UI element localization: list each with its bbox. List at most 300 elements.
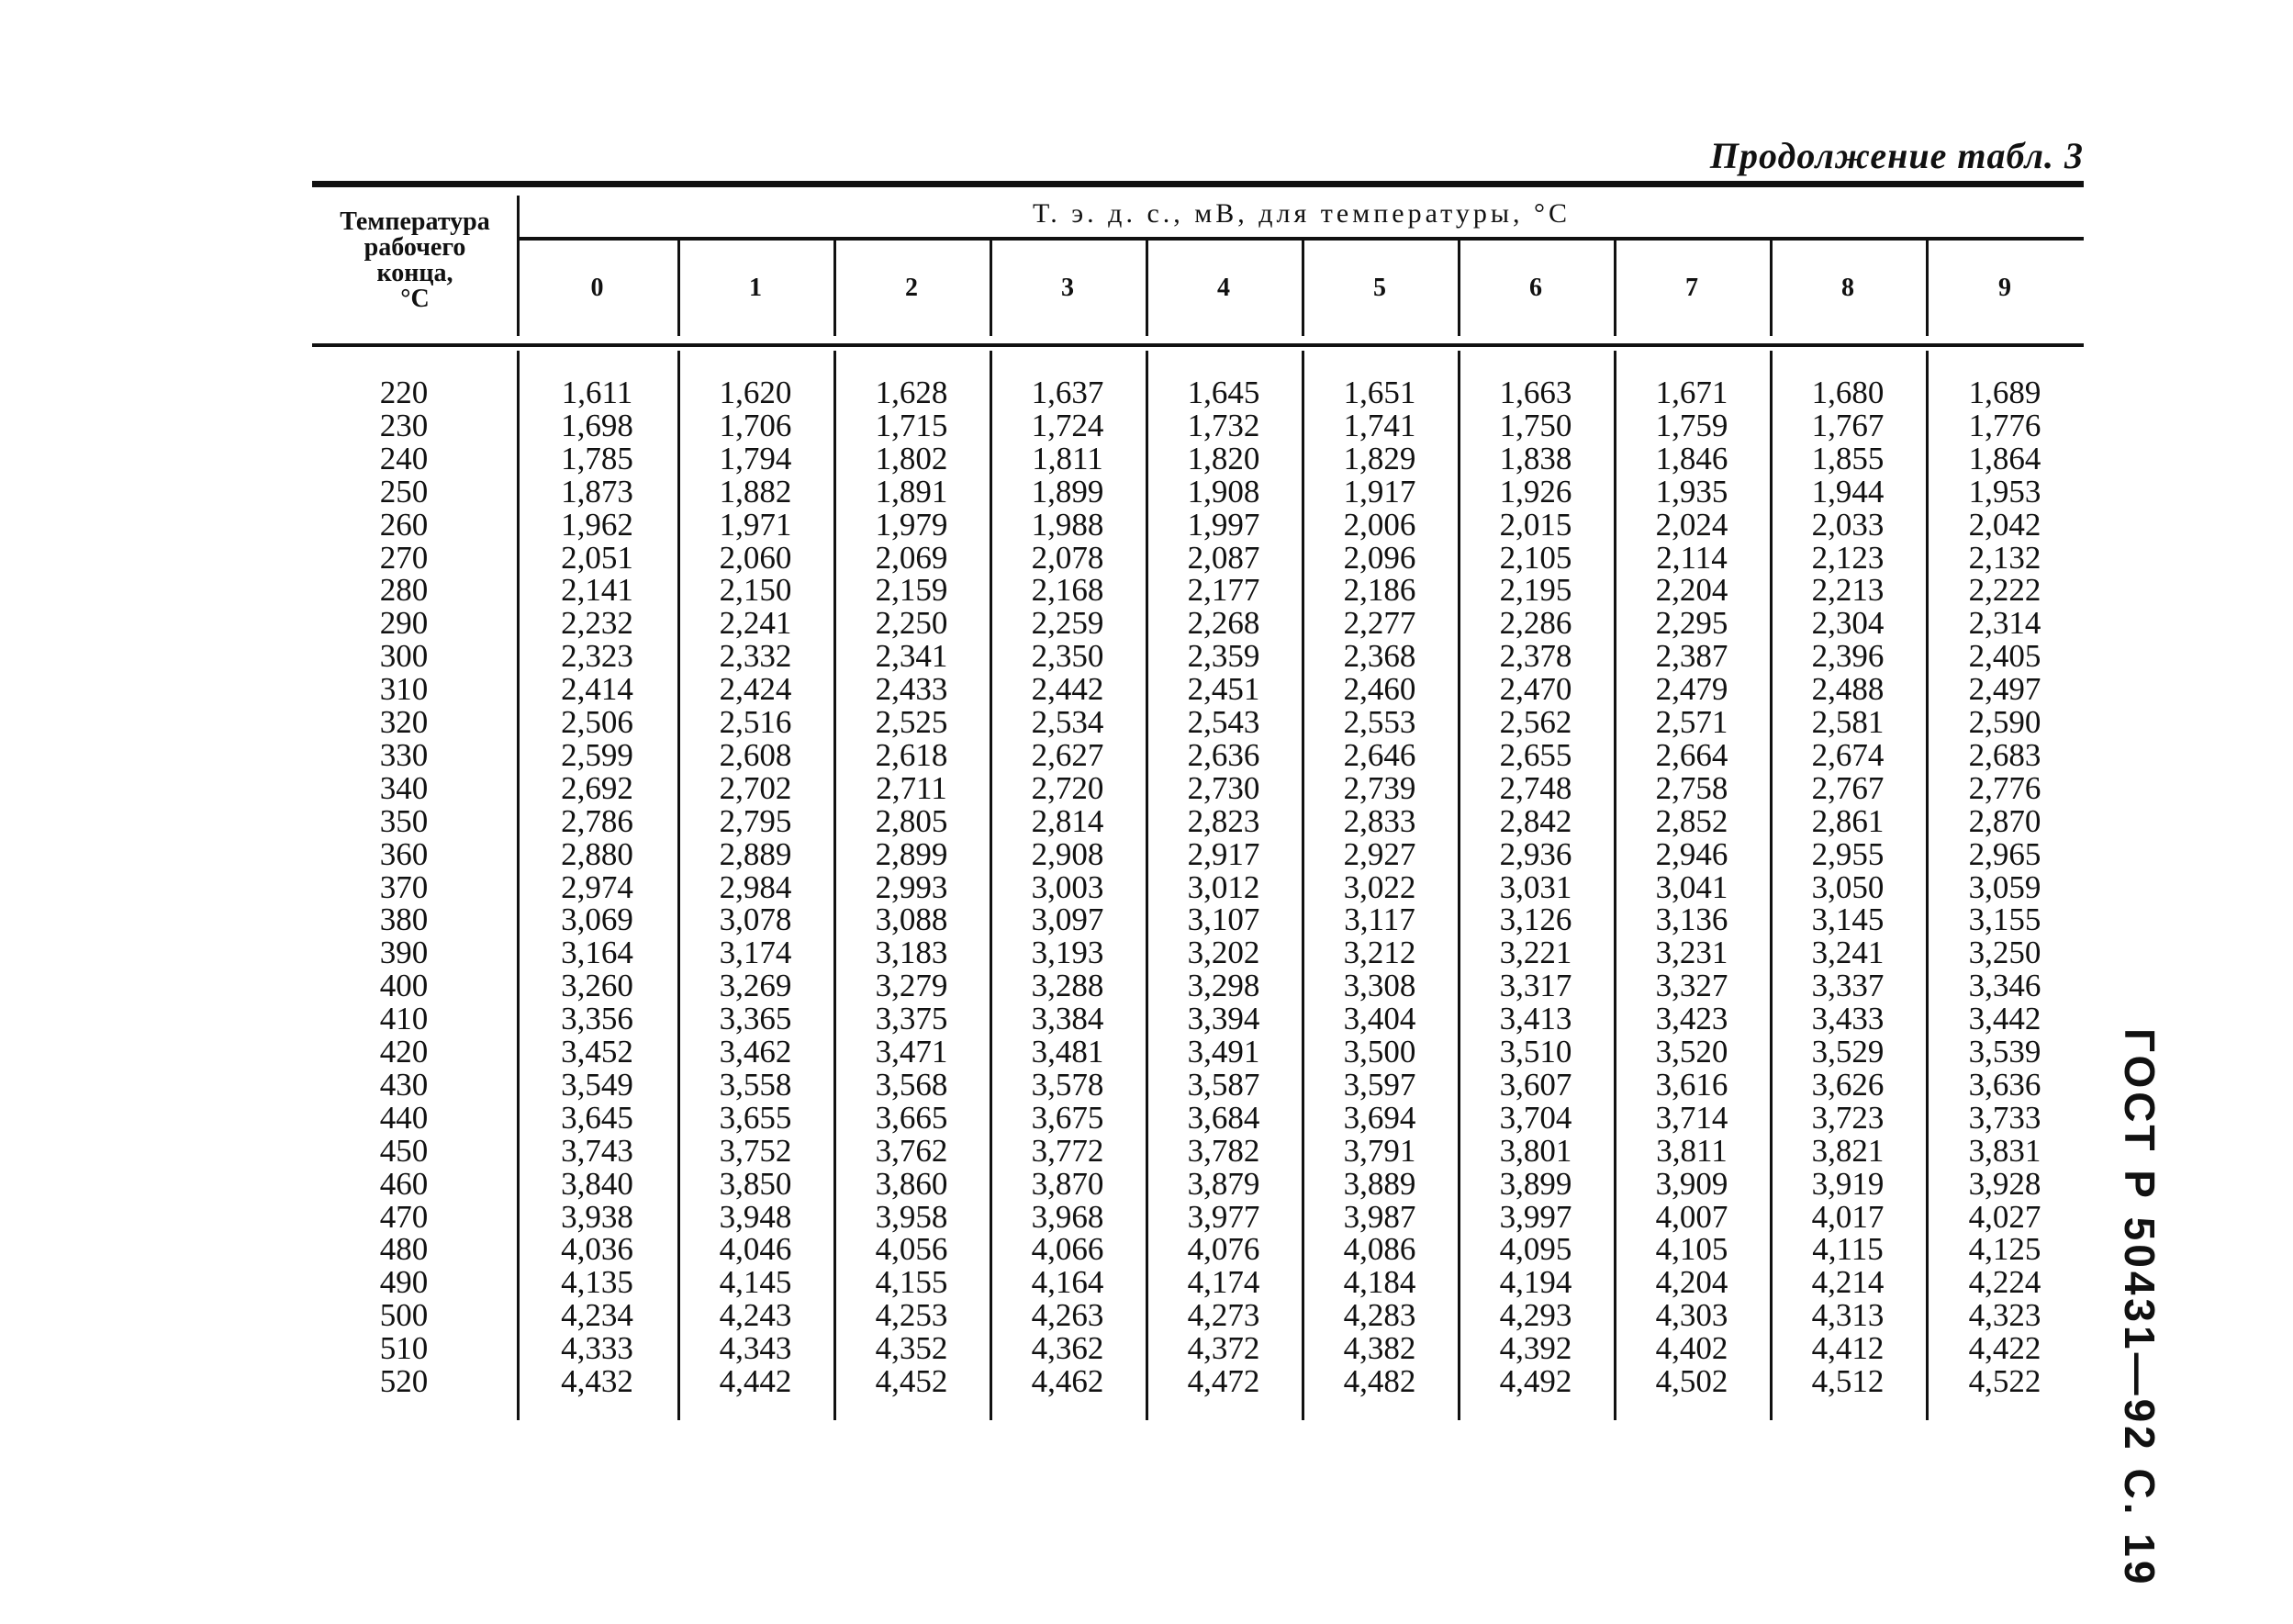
table-cell: 2,295: [1655, 605, 1728, 642]
table-cell: 3,088: [875, 902, 948, 938]
table-cell: 2,936: [1499, 835, 1572, 872]
table-cell: 4,164: [1031, 1264, 1104, 1301]
table-cell: 3,733: [1968, 1099, 2041, 1136]
table-cell: 2,516: [719, 704, 792, 740]
table-cell: 3,889: [1343, 1165, 1416, 1202]
table-cell: 4,115: [1812, 1231, 1884, 1268]
table-cell: 2,414: [561, 671, 633, 708]
table-cell: 1,988: [1031, 506, 1104, 543]
column-header: 0: [590, 274, 604, 302]
table-cell: 3,899: [1499, 1165, 1572, 1202]
table-cell: 3,413: [1499, 1001, 1572, 1037]
row-header: [312, 209, 518, 312]
row-header-line: °C: [400, 285, 430, 313]
table-cell: 3,260: [561, 968, 633, 1004]
table-cell: 1,873: [561, 473, 633, 510]
table-cell: 3,665: [875, 1099, 948, 1136]
row-temperature: 470: [379, 1198, 429, 1235]
table-cell: 3,655: [719, 1099, 792, 1136]
table-cell: 2,506: [561, 704, 633, 740]
table-cell: 2,114: [1656, 539, 1728, 576]
table-cell: 2,460: [1343, 671, 1416, 708]
table-cell: 2,805: [875, 802, 948, 839]
table-cell: 2,525: [875, 704, 948, 740]
table-cell: 1,997: [1187, 506, 1260, 543]
table-cell: 4,432: [561, 1363, 633, 1399]
row-temperature: 400: [379, 968, 429, 1004]
table-cell: 2,479: [1655, 671, 1728, 708]
table-cell: 4,412: [1811, 1330, 1885, 1367]
table-cell: 2,833: [1343, 802, 1416, 839]
table-cell: 3,997: [1499, 1198, 1572, 1235]
table-cell: 2,870: [1968, 802, 2041, 839]
row-header-line: Температура: [340, 207, 490, 236]
table-caption: Продолжение табл. 3: [1709, 135, 2084, 176]
table-cell: 4,462: [1031, 1363, 1104, 1399]
table-cell: 4,372: [1187, 1330, 1260, 1367]
table-cell: 4,066: [1031, 1231, 1104, 1268]
table-cell: 2,702: [719, 769, 792, 806]
table-cell: 3,221: [1499, 935, 1572, 971]
table-cell: 3,050: [1811, 868, 1885, 905]
table-cell: 4,392: [1499, 1330, 1572, 1367]
table-cell: 4,155: [875, 1264, 948, 1301]
table-cell: 2,571: [1655, 704, 1728, 740]
table-cell: 4,343: [719, 1330, 792, 1367]
table-cell: 3,684: [1187, 1099, 1260, 1136]
table-cell: 1,620: [719, 375, 792, 410]
table-cell: 3,183: [875, 935, 948, 971]
table-cell: 4,086: [1343, 1231, 1416, 1268]
table-cell: 3,269: [719, 968, 792, 1004]
row-temperature: 420: [379, 1034, 429, 1070]
table-cell: 1,759: [1655, 407, 1728, 443]
table-cell: 1,645: [1187, 375, 1260, 410]
table-cell: 3,723: [1811, 1099, 1885, 1136]
table-cell: 3,365: [719, 1001, 792, 1037]
table-cell: 4,263: [1031, 1297, 1104, 1334]
table-cell: 3,126: [1499, 902, 1572, 938]
table-cell: 2,646: [1343, 736, 1416, 773]
table-cell: 4,145: [719, 1264, 792, 1301]
table-cell: 2,241: [719, 605, 792, 642]
table-cell: 4,382: [1343, 1330, 1416, 1367]
table-cell: 3,762: [875, 1132, 948, 1169]
table-cell: 3,202: [1187, 935, 1260, 971]
table-cell: 4,243: [719, 1297, 792, 1334]
table-cell: 1,971: [719, 506, 792, 543]
row-temperature: 370: [379, 868, 429, 905]
table-cell: 1,935: [1655, 473, 1728, 510]
table-cell: 3,801: [1499, 1132, 1572, 1169]
table-cell: 2,304: [1811, 605, 1885, 642]
table-cell: 4,056: [875, 1231, 948, 1268]
table-cell: 1,962: [561, 506, 633, 543]
table-cell: 3,870: [1031, 1165, 1104, 1202]
row-temperature: 340: [379, 769, 429, 806]
table-cell: 3,791: [1343, 1132, 1416, 1169]
table-cell: 4,017: [1811, 1198, 1885, 1235]
row-temperature: 500: [379, 1297, 429, 1334]
table-cell: 2,711: [876, 769, 947, 806]
row-temperature: 270: [379, 539, 429, 576]
table-cell: 2,204: [1655, 572, 1728, 609]
table-cell: 1,689: [1968, 375, 2041, 410]
row-temperature: 490: [379, 1264, 429, 1301]
table-cell: 3,694: [1343, 1099, 1416, 1136]
table-cell: 3,012: [1187, 868, 1260, 905]
table-cell: 4,502: [1655, 1363, 1728, 1399]
table-cell: 4,352: [875, 1330, 948, 1367]
table-cell: 2,259: [1031, 605, 1104, 642]
table-cell: 3,041: [1655, 868, 1728, 905]
table-cell: 3,250: [1968, 935, 2041, 971]
table-cell: 1,899: [1031, 473, 1104, 510]
table-cell: 1,732: [1187, 407, 1260, 443]
table-cell: 3,193: [1031, 935, 1104, 971]
row-temperature: 260: [379, 506, 429, 543]
table-cell: 4,027: [1968, 1198, 2041, 1235]
column-header: 4: [1217, 274, 1230, 302]
table-cell: 4,184: [1343, 1264, 1416, 1301]
table-cell: 4,273: [1187, 1297, 1260, 1334]
table-cell: 2,150: [719, 572, 792, 609]
column-header: 2: [905, 274, 918, 302]
table-cell: 4,402: [1655, 1330, 1728, 1367]
table-cell: 3,394: [1187, 1001, 1260, 1037]
table-cell: 2,946: [1655, 835, 1728, 872]
table-cell: 2,965: [1968, 835, 2041, 872]
table-cell: 3,607: [1499, 1066, 1572, 1103]
row-temperature: 440: [379, 1099, 429, 1136]
row-temperature: 250: [379, 473, 429, 510]
table-cell: 2,368: [1343, 638, 1416, 675]
table-cell: 1,785: [561, 440, 633, 476]
table-cell: 3,987: [1343, 1198, 1416, 1235]
table-cell: 4,303: [1655, 1297, 1728, 1334]
table-cell: 2,168: [1031, 572, 1104, 609]
table-cell: 2,899: [875, 835, 948, 872]
table-cell: 2,470: [1499, 671, 1572, 708]
table-cell: 2,213: [1811, 572, 1885, 609]
table-cell: 3,821: [1811, 1132, 1885, 1169]
table-cell: 3,471: [875, 1034, 948, 1070]
table-cell: 2,984: [719, 868, 792, 905]
table-cell: 4,174: [1187, 1264, 1260, 1301]
row-temperature: 330: [379, 736, 429, 773]
table-cell: 3,078: [719, 902, 792, 938]
table-cell: 2,433: [875, 671, 948, 708]
table-cell: 1,979: [875, 506, 948, 543]
table-cell: 3,031: [1499, 868, 1572, 905]
table-cell: 2,534: [1031, 704, 1104, 740]
table-cell: 3,782: [1187, 1132, 1260, 1169]
table-cell: 2,917: [1187, 835, 1260, 872]
table-cell: 4,135: [561, 1264, 633, 1301]
table-cell: 4,046: [719, 1231, 792, 1268]
table-cell: 3,481: [1031, 1034, 1104, 1070]
table-cell: 3,558: [719, 1066, 792, 1103]
document-side-label: ГОСТ Р 50431—92 С. 19: [2116, 1028, 2164, 1588]
table-cell: 2,314: [1968, 605, 2041, 642]
table-cell: 1,944: [1811, 473, 1885, 510]
table-cell: 1,953: [1968, 473, 2041, 510]
table-cell: 2,786: [561, 802, 633, 839]
table-cell: 3,059: [1968, 868, 2041, 905]
table-cell: 2,006: [1343, 506, 1416, 543]
table-cell: 3,346: [1968, 968, 2041, 1004]
table-cell: 3,298: [1187, 968, 1260, 1004]
table-cell: 2,132: [1968, 539, 2041, 576]
table-cell: 2,497: [1968, 671, 2041, 708]
table-cell: 2,767: [1811, 769, 1885, 806]
table-cell: 3,356: [561, 1001, 633, 1037]
table-cell: 3,626: [1811, 1066, 1885, 1103]
table-cell: 3,279: [875, 968, 948, 1004]
table-cell: 1,715: [875, 407, 948, 443]
table-cell: 3,811: [1656, 1132, 1728, 1169]
table-cell: 3,831: [1968, 1132, 2041, 1169]
table-cell: 2,861: [1811, 802, 1885, 839]
table-cell: 2,096: [1343, 539, 1416, 576]
table-cell: 2,553: [1343, 704, 1416, 740]
table-cell: 1,680: [1811, 375, 1885, 410]
table-cell: 4,422: [1968, 1330, 2041, 1367]
table-cell: 3,578: [1031, 1066, 1104, 1103]
row-temperature: 430: [379, 1066, 429, 1103]
table-cell: 3,462: [719, 1034, 792, 1070]
table-cell: 3,174: [719, 935, 792, 971]
table-cell: 3,909: [1655, 1165, 1728, 1202]
table-cell: 1,811: [1032, 440, 1103, 476]
table-top-rule: [312, 181, 2084, 187]
table-cell: 3,384: [1031, 1001, 1104, 1037]
table-cell: 3,675: [1031, 1099, 1104, 1136]
table-cell: 2,692: [561, 769, 633, 806]
table-cell: 1,611: [561, 375, 633, 410]
table-cell: 2,341: [875, 638, 948, 675]
table-cell: 4,204: [1655, 1264, 1728, 1301]
table-cell: 2,359: [1187, 638, 1260, 675]
table-cell: 2,078: [1031, 539, 1104, 576]
table-cell: 2,033: [1811, 506, 1885, 543]
table-cell: 3,549: [561, 1066, 633, 1103]
table-cell: 2,748: [1499, 769, 1572, 806]
row-temperature: 480: [379, 1231, 429, 1268]
table-cell: 4,442: [719, 1363, 792, 1399]
row-temperature: 220: [379, 375, 429, 410]
column-header: 1: [749, 274, 762, 302]
table-cell: 2,814: [1031, 802, 1104, 839]
table-cell: 3,636: [1968, 1066, 2041, 1103]
row-temperature: 280: [379, 572, 429, 609]
table-cell: 3,155: [1968, 902, 2041, 938]
table-cell: 2,123: [1811, 539, 1885, 576]
table-cell: 2,387: [1655, 638, 1728, 675]
table-cell: 3,231: [1655, 935, 1728, 971]
row-header-line: рабочего: [364, 233, 466, 262]
table-cell: 3,145: [1811, 902, 1885, 938]
table-cell: 4,253: [875, 1297, 948, 1334]
table-cell: 2,222: [1968, 572, 2041, 609]
table-cell: 4,333: [561, 1330, 633, 1367]
table-cell: 2,758: [1655, 769, 1728, 806]
table-cell: 1,776: [1968, 407, 2041, 443]
row-header-line: конца,: [376, 259, 453, 287]
table-cell: 1,855: [1811, 440, 1885, 476]
table-cell: 3,704: [1499, 1099, 1572, 1136]
table-cell: 3,241: [1811, 935, 1885, 971]
table-cell: 3,117: [1344, 902, 1415, 938]
table-cell: 2,908: [1031, 835, 1104, 872]
table-cell: 3,928: [1968, 1165, 2041, 1202]
table-cell: 1,663: [1499, 375, 1572, 410]
table-cell: 3,597: [1343, 1066, 1416, 1103]
table-cell: 3,288: [1031, 968, 1104, 1004]
row-temperature: 290: [379, 605, 429, 642]
table-cell: 1,864: [1968, 440, 2041, 476]
table-cell: 2,186: [1343, 572, 1416, 609]
table-cell: 2,060: [719, 539, 792, 576]
column-header: 6: [1529, 274, 1542, 302]
table-cell: 4,492: [1499, 1363, 1572, 1399]
table-cell: 4,283: [1343, 1297, 1416, 1334]
table-cell: 3,375: [875, 1001, 948, 1037]
table-cell: 2,015: [1499, 506, 1572, 543]
table-cell: 1,802: [875, 440, 948, 476]
table-cell: 3,714: [1655, 1099, 1728, 1136]
table-cell: 1,706: [719, 407, 792, 443]
table-cell: 2,889: [719, 835, 792, 872]
table-cell: 1,838: [1499, 440, 1572, 476]
table-cell: 3,752: [719, 1132, 792, 1169]
table-cell: 4,234: [561, 1297, 633, 1334]
column-header: 3: [1061, 274, 1074, 302]
table-cell: 2,424: [719, 671, 792, 708]
table-cell: 2,069: [875, 539, 948, 576]
row-temperature: 390: [379, 935, 429, 971]
table-cell: 2,232: [561, 605, 633, 642]
table-cell: 2,177: [1187, 572, 1260, 609]
table-cell: 2,323: [561, 638, 633, 675]
table-cell: 1,767: [1811, 407, 1885, 443]
table-cell: 4,323: [1968, 1297, 2041, 1334]
table-cell: 2,141: [561, 572, 633, 609]
table-cell: 2,795: [719, 802, 792, 839]
table-cell: 2,268: [1187, 605, 1260, 642]
table-cell: 2,636: [1187, 736, 1260, 773]
table-cell: 3,308: [1343, 968, 1416, 1004]
table-cell: 3,452: [561, 1034, 633, 1070]
column-header: 9: [1998, 274, 2011, 302]
table-cell: 3,645: [561, 1099, 633, 1136]
table-cell: 3,616: [1655, 1066, 1728, 1103]
table-cell: 2,627: [1031, 736, 1104, 773]
table-cell: 2,488: [1811, 671, 1885, 708]
table-cell: 2,105: [1499, 539, 1572, 576]
table-cell: 2,378: [1499, 638, 1572, 675]
table-cell: 2,608: [719, 736, 792, 773]
table-cell: 3,433: [1811, 1001, 1885, 1037]
table-cell: 2,599: [561, 736, 633, 773]
column-header: 5: [1373, 274, 1386, 302]
row-temperature: 450: [379, 1132, 429, 1169]
table-cell: 3,568: [875, 1066, 948, 1103]
table-cell: 3,491: [1187, 1034, 1260, 1070]
table-cell: 2,618: [875, 736, 948, 773]
table-cell: 3,003: [1031, 868, 1104, 905]
table-cell: 3,879: [1187, 1165, 1260, 1202]
table-cell: 2,562: [1499, 704, 1572, 740]
table-cell: 3,317: [1499, 968, 1572, 1004]
group-header: Т. э. д. с., мВ, для температуры, °C: [1032, 198, 1571, 229]
table-cell: 3,850: [719, 1165, 792, 1202]
row-temperature: 300: [379, 638, 429, 675]
table-cell: 2,927: [1343, 835, 1416, 872]
table-cell: 3,337: [1811, 968, 1885, 1004]
table-cell: 2,674: [1811, 736, 1885, 773]
table-cell: 2,195: [1499, 572, 1572, 609]
table-cell: 3,968: [1031, 1198, 1104, 1235]
column-header: 7: [1685, 274, 1698, 302]
table-cell: 1,829: [1343, 440, 1416, 476]
table-cell: 4,194: [1499, 1264, 1572, 1301]
table-cell: 4,076: [1187, 1231, 1260, 1268]
table-cell: 3,529: [1811, 1034, 1885, 1070]
table-cell: 1,882: [719, 473, 792, 510]
table-cell: 2,250: [875, 605, 948, 642]
table-cell: 2,880: [561, 835, 633, 872]
table-cell: 1,637: [1031, 375, 1104, 410]
table-cell: 2,581: [1811, 704, 1885, 740]
table-cell: 4,095: [1499, 1231, 1572, 1268]
table-cell: 4,452: [875, 1363, 948, 1399]
table-cell: 3,958: [875, 1198, 948, 1235]
row-temperature: 240: [379, 440, 429, 476]
table-cell: 3,136: [1655, 902, 1728, 938]
table-cell: 3,164: [561, 935, 633, 971]
table-cell: 2,823: [1187, 802, 1260, 839]
table-cell: 2,993: [875, 868, 948, 905]
table-cell: 2,159: [875, 572, 948, 609]
table-cell: 1,671: [1655, 375, 1728, 410]
table-cell: 1,750: [1499, 407, 1572, 443]
table-cell: 2,852: [1655, 802, 1728, 839]
table-cell: 2,051: [561, 539, 633, 576]
table-cell: 3,743: [561, 1132, 633, 1169]
table-cell: 4,482: [1343, 1363, 1416, 1399]
row-temperature: 460: [379, 1165, 429, 1202]
table-cell: 2,543: [1187, 704, 1260, 740]
table-cell: 1,724: [1031, 407, 1104, 443]
row-temperature: 310: [379, 671, 429, 708]
table-cell: 1,891: [875, 473, 948, 510]
table-cell: 2,590: [1968, 704, 2041, 740]
row-temperature: 230: [379, 407, 429, 443]
table-cell: 3,097: [1031, 902, 1104, 938]
table-cell: 3,948: [719, 1198, 792, 1235]
table-cell: 3,404: [1343, 1001, 1416, 1037]
row-temperature: 510: [379, 1330, 429, 1367]
column-header: 8: [1841, 274, 1854, 302]
table-cell: 4,214: [1811, 1264, 1885, 1301]
table-cell: 2,955: [1811, 835, 1885, 872]
table-cell: 1,917: [1343, 473, 1416, 510]
table-cell: 1,820: [1187, 440, 1260, 476]
column-divider: [517, 196, 520, 336]
table-cell: 4,472: [1187, 1363, 1260, 1399]
table-cell: 2,277: [1343, 605, 1416, 642]
